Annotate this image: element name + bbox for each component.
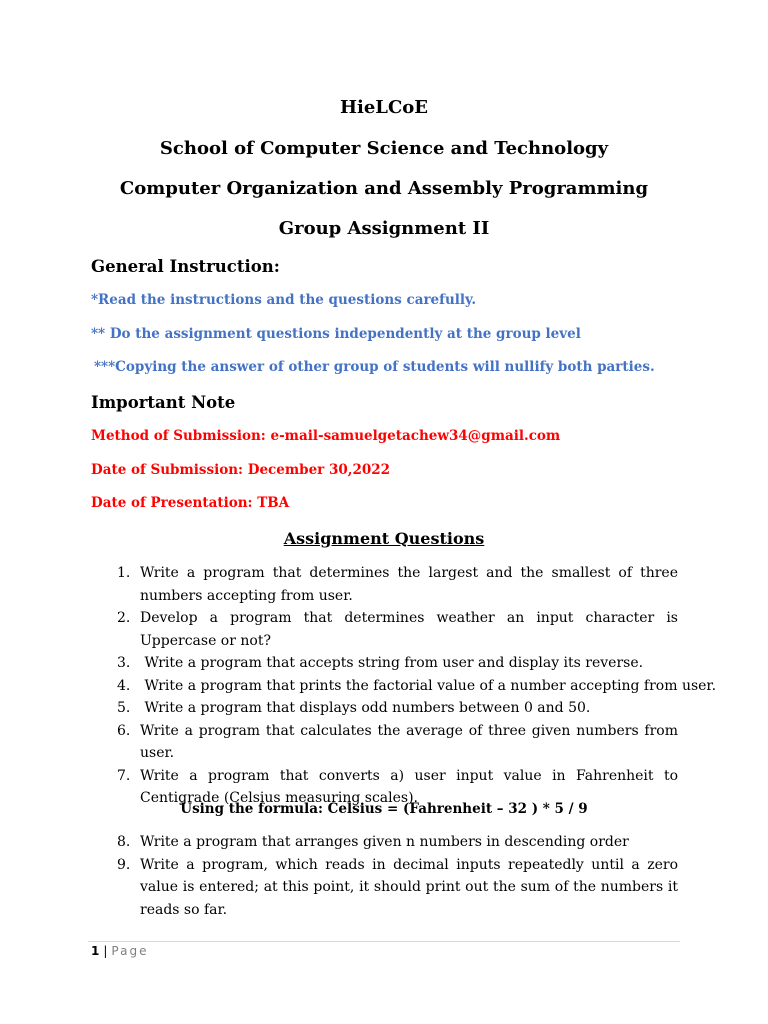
question-text: Write a program that prints the factorial value of a number accepting from user. (140, 677, 717, 694)
question-number: 8. (117, 834, 131, 850)
institution-title: HieLCoE (339, 97, 428, 118)
list-item (0, 562, 678, 607)
question-text: Write a program, which reads in decimal inputs repeatedly until a zero value is entered; at this point, it should print out the sum of the numbers it reads so far. (140, 856, 678, 918)
question-number: 2. (117, 610, 131, 626)
question-text: Write a program that displays odd numbers between 0 and 50. (140, 700, 591, 716)
important-note-heading: Important Note (91, 393, 236, 412)
question-number: 9. (117, 856, 131, 873)
page-label: Page (111, 944, 149, 958)
footer-separator: | (103, 944, 108, 958)
question-number: 6. (117, 722, 131, 739)
school-title: School of Computer Science and Technology (159, 138, 609, 159)
question-list (0, 562, 768, 810)
list-item (0, 652, 678, 675)
submission-date: Date of Submission: December 30,2022 (91, 462, 391, 478)
list-item (0, 675, 717, 698)
page-number: 1 (91, 944, 100, 958)
list-item (0, 854, 678, 922)
question-number: 1. (117, 565, 131, 581)
question-number: 5. (117, 700, 131, 716)
instruction-item: *Read the instructions and the questions carefully. (91, 292, 477, 308)
list-item (0, 697, 678, 720)
question-text: Write a program that arranges given n numbers in descending order (140, 834, 629, 850)
formula-line: Using the formula: Celsius = (Fahrenheit – 32 ) * 5 / 9 (180, 801, 588, 817)
course-title: Computer Organization and Assembly Programming (119, 178, 649, 199)
question-text: Develop a program that determines weather an input character is Uppercase or not? (140, 610, 678, 649)
assignment-title: Group Assignment II (278, 218, 490, 239)
list-item (0, 831, 678, 854)
question-text: Write a program that determines the largest and the smallest of three numbers accepting from user. (140, 565, 678, 604)
questions-heading: Assignment Questions (283, 529, 485, 548)
presentation-date: Date of Presentation: TBA (91, 495, 290, 511)
question-number: 4. (117, 677, 131, 694)
submission-method: Method of Submission: e-mail-samuelgetachew34@gmail.com (91, 428, 561, 444)
list-item (0, 607, 678, 652)
instruction-item: ***Copying the answer of other group of students will nullify both parties. (94, 359, 655, 375)
question-text: Write a program that calculates the average of three given numbers from user. (140, 722, 678, 761)
footer-divider (88, 941, 680, 942)
question-number: 3. (117, 655, 131, 671)
question-text: Write a program that converts a) user input value in Fahrenheit to Centigrade (Celsius measuring scales). (140, 767, 678, 806)
page-footer (91, 944, 148, 958)
question-number: 7. (117, 767, 131, 784)
instruction-item: ** Do the assignment questions independently at the group level (91, 326, 581, 342)
question-text: Write a program that accepts string from user and display its reverse. (140, 655, 644, 671)
list-item (0, 720, 678, 765)
question-list-continued (0, 831, 768, 921)
general-instruction-heading: General Instruction: (91, 257, 280, 276)
